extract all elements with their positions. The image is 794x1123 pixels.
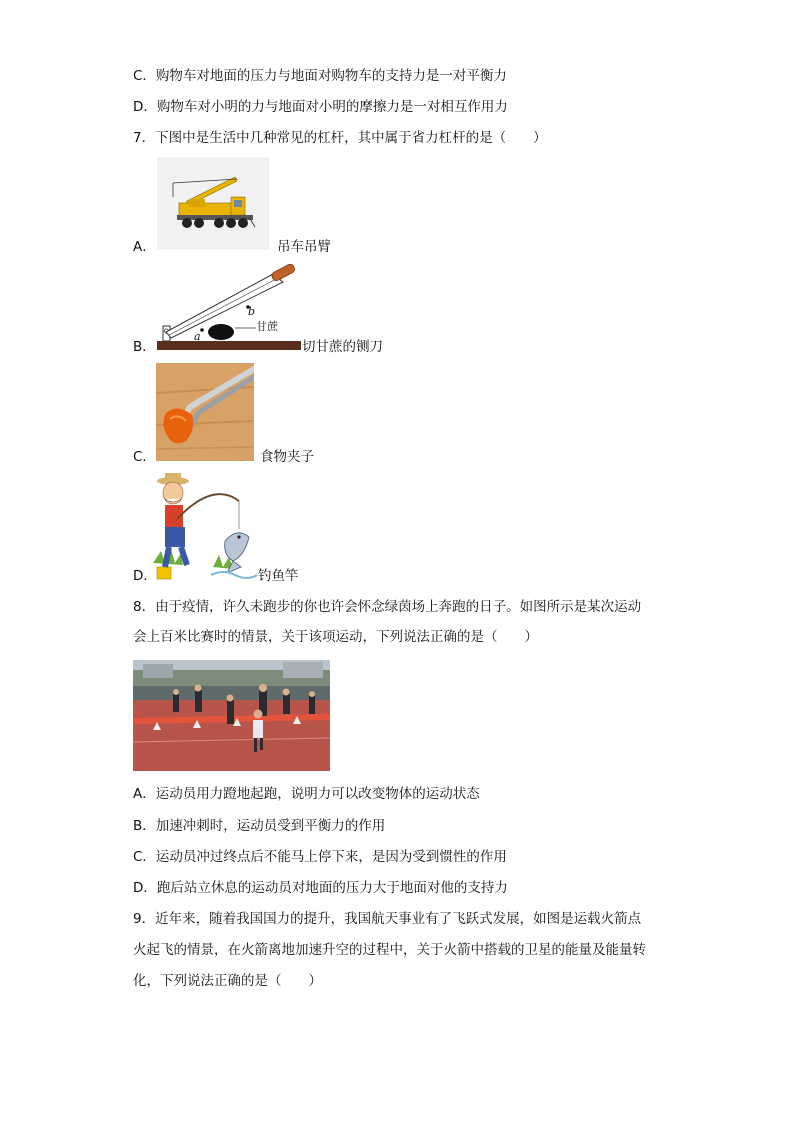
q7-stem: 7．下图中是生活中几种常见的杠杆，其中属于省力杠杆的是（ ） [133,130,547,146]
q8-option-c: C．运动员冲过终点后不能马上停下来，是因为受到惯性的作用 [133,849,507,865]
q7-option-a-letter: A． [133,239,156,255]
label-point-b: b [248,305,256,318]
q7-option-b-letter: B． [133,339,156,355]
q7-option-a-caption: 吊车吊臂 [277,239,331,255]
fishing-cartoon [153,471,258,581]
race-photo [133,660,330,771]
q6-option-c: C．购物车对地面的压力与地面对购物车的支持力是一对平衡力 [133,68,507,84]
label-point-a: a [194,330,201,343]
q8-option-d: D．跑后站立休息的运动员对地面的压力大于地面对他的支持力 [133,880,508,896]
q9-stem-line1: 9．近年来，随着我国国力的提升，我国航天事业有了飞跃式发展，如图是运载火箭点 [133,911,642,927]
q7-option-b-caption: 切甘蔗的铡刀 [302,339,383,355]
cutter-diagram [155,262,303,352]
q7-option-c-caption: 食物夹子 [260,449,314,465]
q8-option-a: A．运动员用力蹬地起跑，说明力可以改变物体的运动状态 [133,786,480,802]
crane-image [157,157,269,250]
q8-option-b: B．加速冲刺时，运动员受到平衡力的作用 [133,818,386,834]
q9-stem-line2: 火起飞的情景，在火箭离地加速升空的过程中，关于火箭中搭载的卫星的能量及能量转 [133,942,646,958]
q6-option-d: D．购物车对小明的力与地面对小明的摩擦力是一对相互作用力 [133,99,508,115]
q8-stem-line2: 会上百米比赛时的情景，关于该项运动，下列说法正确的是（ ） [133,629,538,645]
q8-stem-line1: 8．由于疫情，许久未跑步的你也许会怀念绿茵场上奔跑的日子。如图所示是某次运动 [133,599,642,615]
label-sugarcane: 甘蔗 [256,320,278,333]
q7-option-c-letter: C． [133,449,156,465]
q9-stem-line3: 化，下列说法正确的是（ ） [133,973,322,989]
q7-option-d-letter: D． [133,568,157,584]
tongs-image [156,363,254,461]
q7-option-d-caption: 钓鱼竿 [258,568,299,584]
